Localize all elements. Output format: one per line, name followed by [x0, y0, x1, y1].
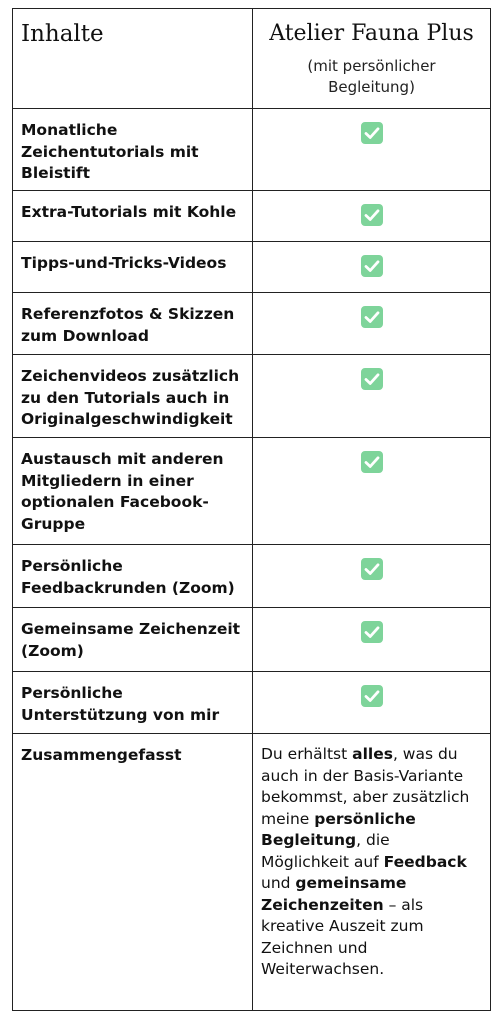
summary-fragment: , die Möglichkeit auf [261, 831, 390, 871]
column-header-contents: Inhalte [21, 21, 104, 47]
summary-fragment: – als kreative Auszeit zum Zeichnen und Weiterwachsen. [261, 895, 424, 978]
check-mark-icon [361, 368, 383, 390]
table-row [13, 109, 491, 191]
summary-row [13, 734, 491, 1011]
feature-label: Tipps-und-Tricks-Videos [21, 254, 227, 272]
summary-text [253, 734, 490, 981]
plan-subtitle: (mit persönlicher Begleitung) [307, 57, 436, 96]
check-mark-icon [361, 122, 383, 144]
feature-label: Zeichenvideos zusätzlich zu den Tutorials auch in Originalgeschwindigkeit [21, 367, 240, 428]
check-mark-icon [361, 621, 383, 643]
summary-emphasis: Feedback [383, 852, 467, 871]
check-mark-icon [361, 204, 383, 226]
comparison-table [12, 8, 491, 1011]
summary-fragment: , was du auch in der Basis-Variante bekommst, aber zusätzlich meine [261, 745, 470, 828]
check-mark-icon [361, 558, 383, 580]
feature-label: Referenzfotos & Skizzen zum Download [21, 305, 235, 345]
feature-label: Monatliche Zeichentutorials mit Bleistift [21, 121, 199, 182]
summary-fragment: Du erhältst [261, 745, 353, 763]
plan-title: Atelier Fauna Plus [269, 21, 474, 46]
header-cell-contents [13, 9, 253, 109]
check-mark-icon [361, 255, 383, 277]
check-mark-icon [361, 685, 383, 707]
feature-label: Gemeinsame Zeichenzeit (Zoom) [21, 620, 241, 660]
table-row [13, 355, 491, 438]
check-mark-icon [361, 306, 383, 328]
feature-label: Persönliche Feedbackrunden (Zoom) [21, 557, 235, 597]
table-row [13, 191, 491, 242]
summary-emphasis: persönliche Begleitung [261, 809, 416, 849]
summary-emphasis: gemeinsame Zeichenzeiten [261, 874, 407, 914]
table-row [13, 438, 491, 545]
summary-label: Zusammengefasst [21, 746, 182, 764]
feature-label: Persönliche Unterstützung von mir [21, 684, 220, 724]
table-row [13, 608, 491, 672]
table-row [13, 672, 491, 734]
table-header-row [13, 9, 491, 109]
table-row [13, 293, 491, 355]
summary-emphasis: alles [352, 745, 393, 763]
summary-fragment: und [261, 874, 296, 892]
check-mark-icon [361, 451, 383, 473]
feature-label: Extra-Tutorials mit Kohle [21, 203, 237, 221]
table-row [13, 242, 491, 293]
header-cell-plan [253, 9, 491, 109]
table-row [13, 545, 491, 608]
feature-label: Austausch mit anderen Mitgliedern in einer optionalen Facebook-Gruppe [21, 450, 224, 533]
